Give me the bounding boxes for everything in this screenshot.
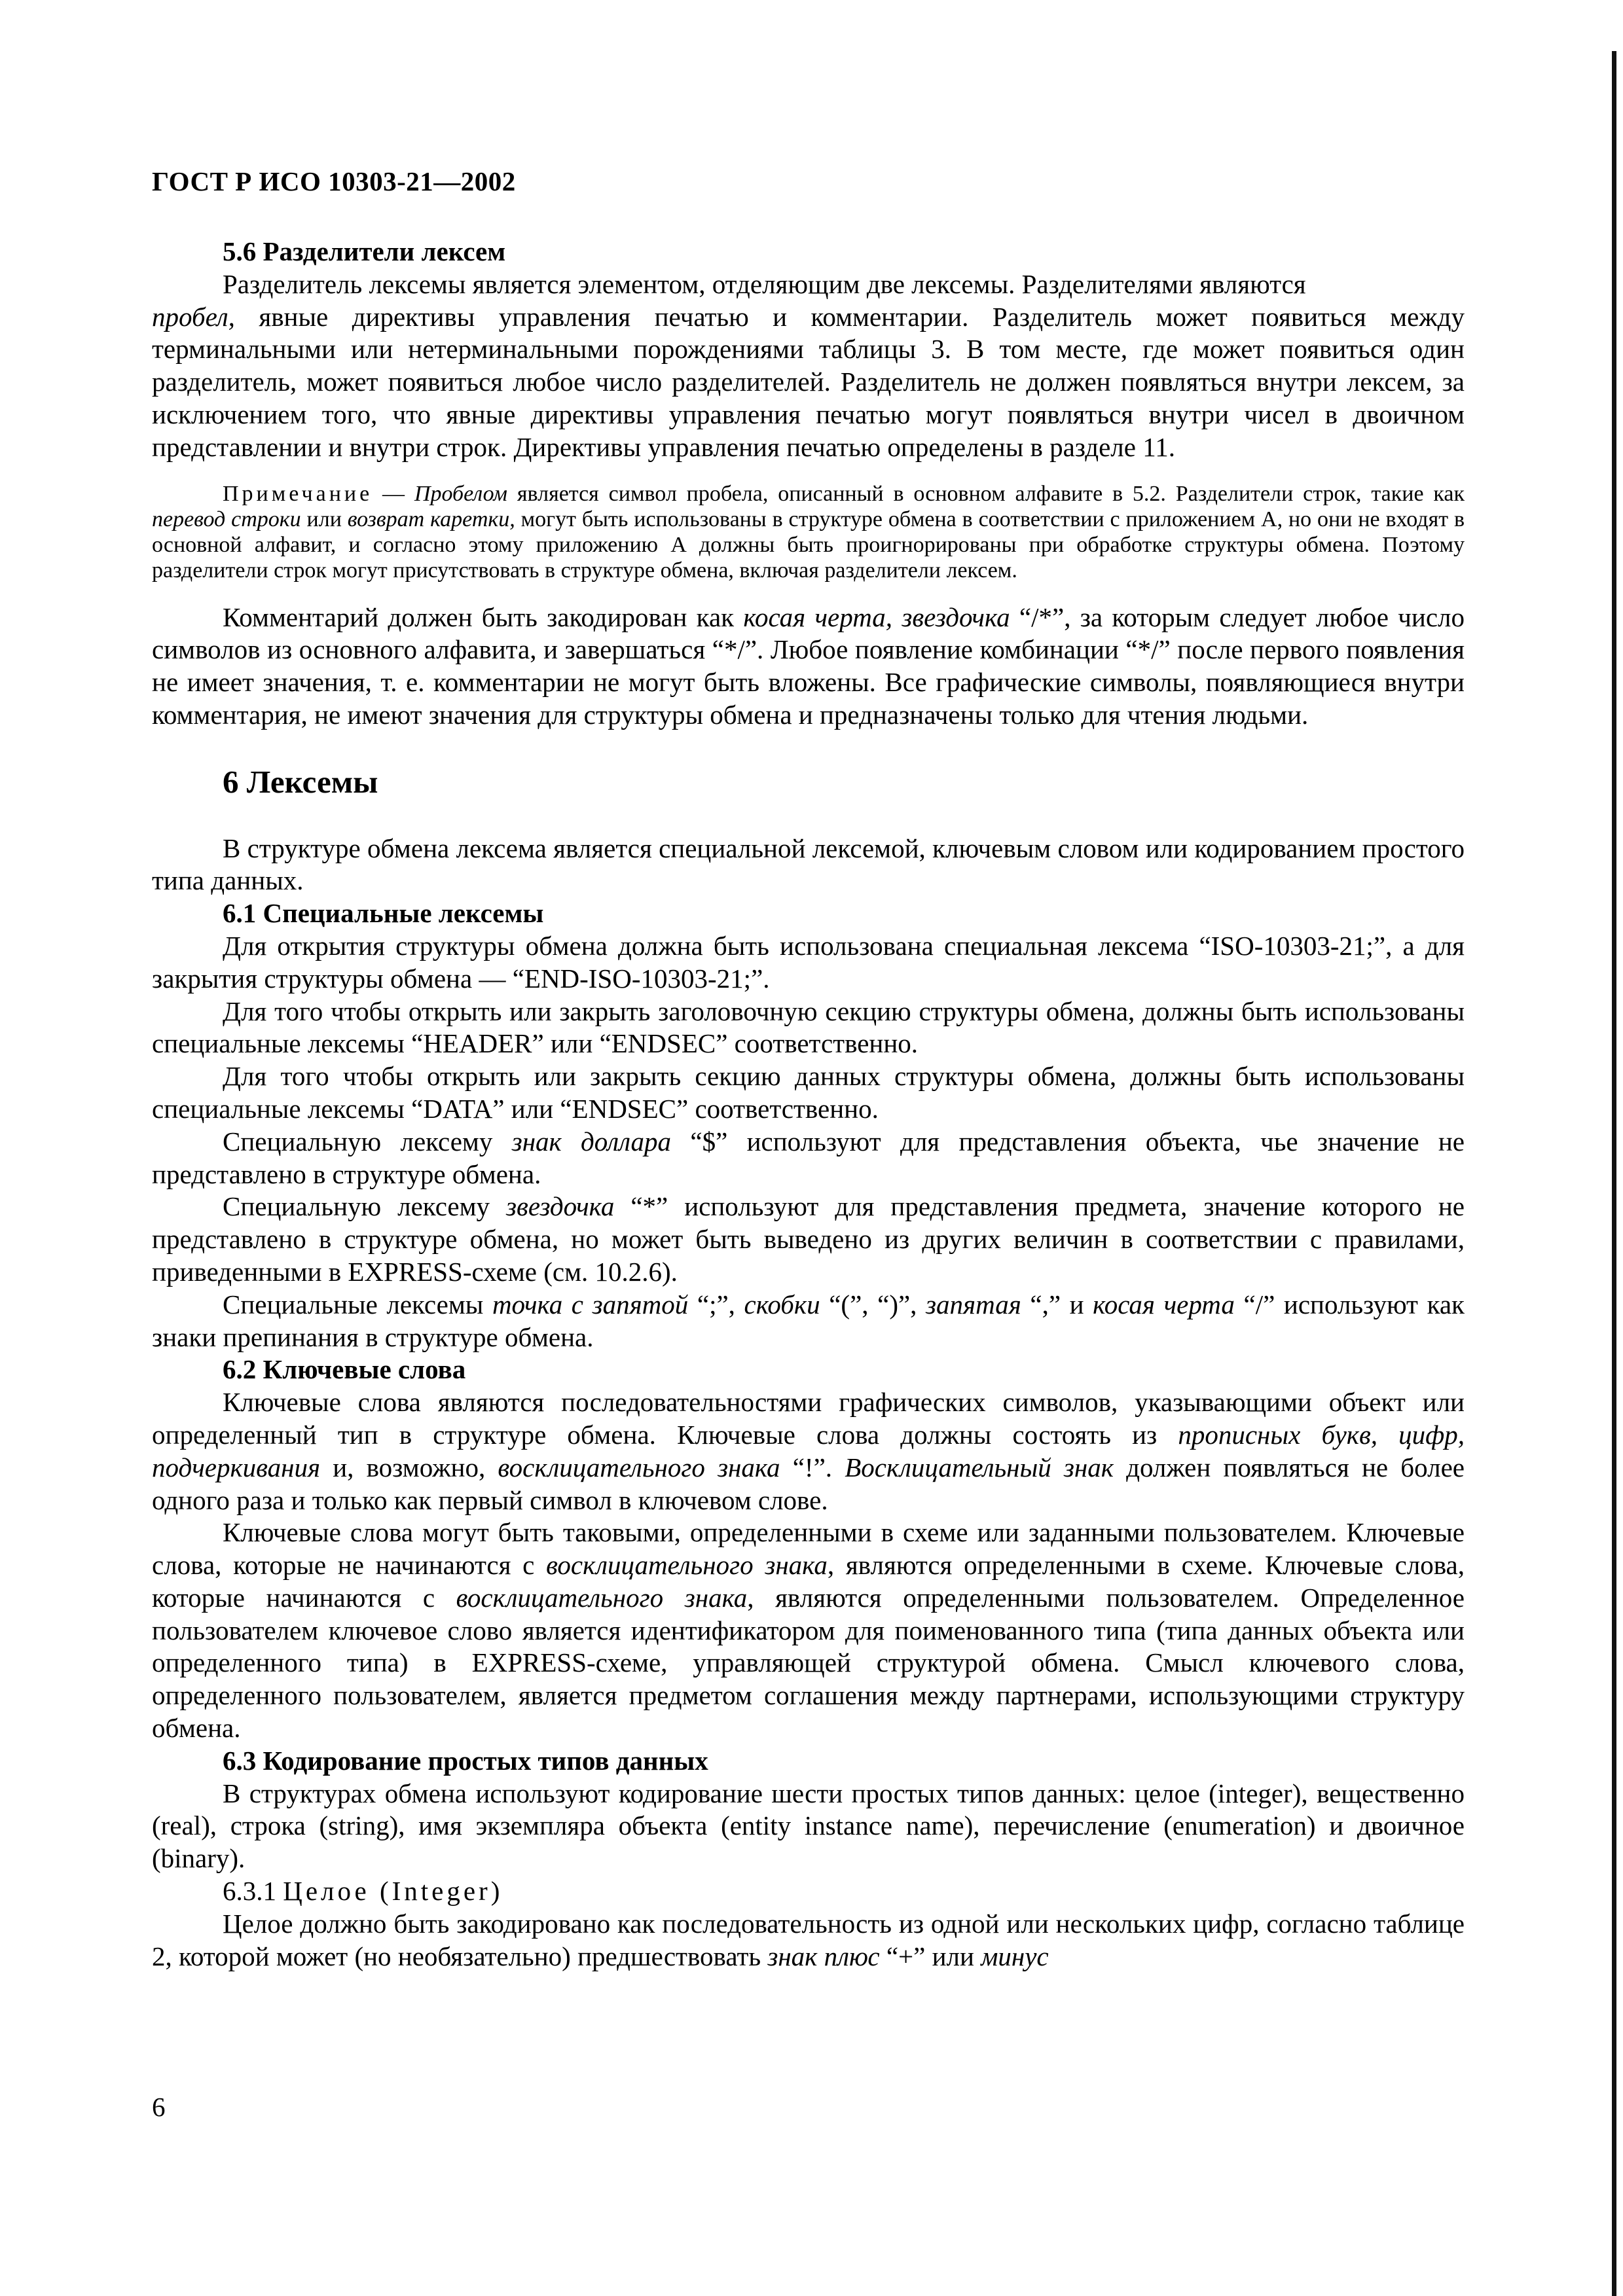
section-6-3-paragraph-1: В структурах обмена используют кодирование шести простых типов данных: целое (integer), вещественно (real), строка (string), имя экземпляра объекта (entity instance name), перечисление (enumeration) и двоичное (binary). — [152, 1778, 1465, 1874]
section-5-6-heading: 5.6 Разделители лексем — [223, 236, 506, 266]
section-6-heading: 6 Лексемы — [223, 763, 378, 800]
section-6-3-heading: 6.3 Кодирование простых типов данных — [223, 1745, 708, 1776]
section-6-2-paragraph-1: Ключевые слова являются последовательностями графических символов, указывающими объект или определенный тип в структуре обмена. Ключевые слова должны состоять из прописных букв, цифр, подчеркивания и, возможно, восклицательного знака “!”. Восклицательный знак должен появляться не более одного раза и только как первый символ в ключевом слове. — [152, 1387, 1465, 1515]
standard-header: ГОСТ Р ИСО 10303-21—2002 — [152, 166, 516, 196]
section-6-1-paragraph-5: Специальную лексему звездочка “*” используют для представления предмета, значение которого не представлено в структуре обмена, но может быть выведено из других величин в соответствии с правилами, приведенными в EXPRESS-схеме (см. 10.2.6). — [152, 1191, 1465, 1287]
section-6-3-1-heading: 6.3.1 Целое (Integer) — [223, 1876, 503, 1907]
section-6-1-paragraph-1: Для открытия структуры обмена должна быть использована специальная лексема “ISO-10303-21;”, а для закрытия структуры обмена — “END-ISO-10303-21;”. — [152, 930, 1465, 994]
page-edge-line — [1612, 51, 1616, 2296]
page-number: 6 — [152, 2092, 166, 2122]
section-6-1-paragraph-6: Специальные лексемы точка с запятой “;”, скобки “(”, “)”, запятая “,” и косая черта “/” используют как знаки препинания в структуре обмена. — [152, 1289, 1465, 1352]
section-6-1-paragraph-3: Для того чтобы открыть или закрыть секцию данных структуры обмена, должны быть использованы специальные лексемы “DATA” или “ENDSEC” соответственно. — [152, 1061, 1465, 1124]
section-6-1-paragraph-4: Специальную лексему знак доллара “$” используют для представления объекта, чье значение не представлено в структуре обмена. — [152, 1126, 1465, 1189]
section-5-6-paragraph-1: Разделитель лексемы является элементом, отделяющим две лексемы. Разделителями являются пробел, явные директивы управления печатью и комментарии. Разделитель может появиться между терминальными или нетерминальными порождениями таблицы 3. В том месте, где может появиться один разделитель, может появиться любое число разделителей. Разделитель не должен появляться внутри лексем, за исключением того, что явные директивы управления печатью могут появляться внутри чисел в двоичном представлении и внутри строк. Директивы управления печатью определены в разделе 11. — [152, 268, 1465, 462]
section-6-intro: В структуре обмена лексема является специальной лексемой, ключевым словом или кодированием простого типа данных. — [152, 833, 1465, 896]
section-6-2-heading: 6.2 Ключевые слова — [223, 1354, 466, 1385]
section-6-1-paragraph-2: Для того чтобы открыть или закрыть заголовочную секцию структуры обмена, должны быть использованы специальные лексемы “HEADER” или “ENDSEC” соответственно. — [152, 996, 1465, 1059]
section-6-2-paragraph-2: Ключевые слова могут быть таковыми, определенными в схеме или заданными пользователем. Ключевые слова, которые не начинаются с восклицательного знака, являются определенными в схеме. Ключевые слова, которые начинаются с восклицательного знака, являются определенными пользователем. Определенное пользователем ключевое слово является идентификатором для поименованного типа (типа данных объекта или определенного типа) в EXPRESS-схеме, управляющей структурой обмена. Смысл ключевого слова, определенного пользователем, является предметом соглашения между партнерами, использующими структуру обмена. — [152, 1517, 1465, 1744]
note-label: Примечание — [223, 481, 373, 506]
section-5-6-paragraph-2: Комментарий должен быть закодирован как косая черта, звездочка “/*”, за которым следует любое число символов из основного алфавита, и завершаться “*/”. Любое появление комбинации “*/” после первого появления не имеет значения, т. е. комментарии не могут быть вложены. Все графические символы, появляющиеся внутри комментария, не имеют значения для структуры обмена и предназначены только для чтения людьми. — [152, 601, 1465, 730]
section-6-1-heading: 6.1 Специальные лексемы — [223, 898, 544, 929]
note: Примечание — Пробелом является символ пробела, описанный в основном алфавите в 5.2. Разделители строк, такие как перевод строки или возврат каретки, могут быть использованы в структуре обмена в соответствии с приложением А, но они не входят в основной алфавит, и согласно этому приложению А должны быть проигнорированы при обработке структуры обмена. Поэтому разделители строк могут присутствовать в структуре обмена, включая разделители лексем. — [152, 481, 1465, 583]
section-6-3-1-paragraph: Целое должно быть закодировано как последовательность из одной или нескольких цифр, согласно таблице 2, которой может (но необязательно) предшествовать знак плюс “+” или минус — [152, 1908, 1465, 1971]
page-body — [152, 236, 1465, 1973]
